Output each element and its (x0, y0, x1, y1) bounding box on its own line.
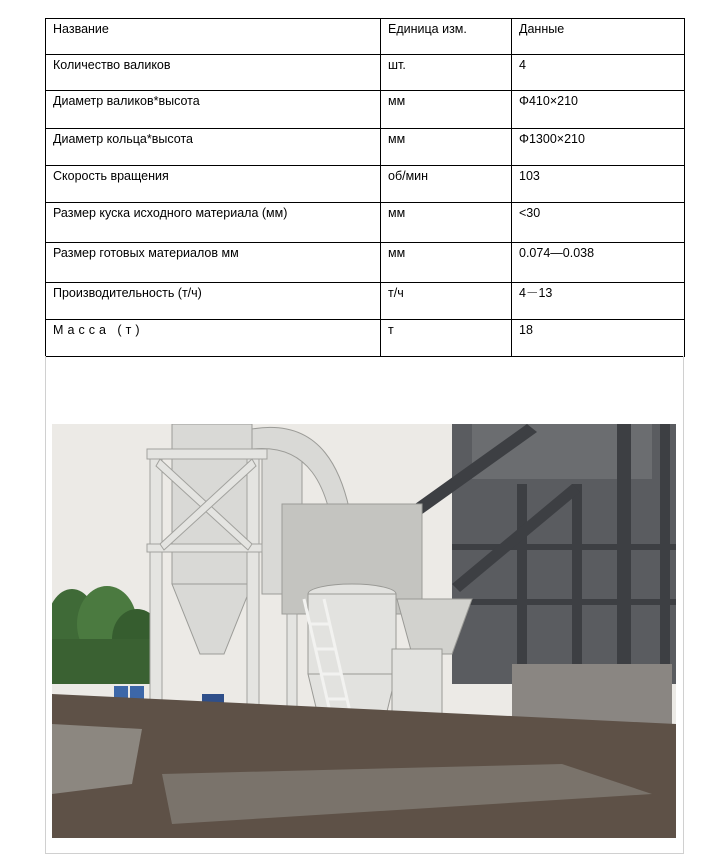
param-unit: мм (381, 243, 512, 283)
param-name: Диаметр кольца*высота (46, 129, 381, 166)
param-name: Скорость вращения (46, 166, 381, 203)
header-unit: Единица изм. (381, 19, 512, 55)
param-value: 0.074—0.038 (512, 243, 685, 283)
param-unit: об/мин (381, 166, 512, 203)
param-name: Масса (т) (46, 320, 381, 357)
param-name: Количество валиков (46, 55, 381, 91)
table-row (46, 91, 685, 129)
param-unit: мм (381, 129, 512, 166)
table-row (46, 283, 685, 320)
table-row (46, 203, 685, 243)
spec-table (45, 18, 685, 357)
param-value: 103 (512, 166, 685, 203)
param-unit: т/ч (381, 283, 512, 320)
header-name: Название (46, 19, 381, 55)
table-row (46, 320, 685, 357)
header-value: Данные (512, 19, 685, 55)
table-row (46, 55, 685, 91)
param-unit: т (381, 320, 512, 357)
param-value: 18 (512, 320, 685, 357)
param-value: Φ410×210 (512, 91, 685, 129)
table-row (46, 243, 685, 283)
param-value: 4－13 (512, 283, 685, 320)
table-header-row (46, 19, 685, 55)
param-unit: мм (381, 91, 512, 129)
param-value: 4 (512, 55, 685, 91)
param-unit: шт. (381, 55, 512, 91)
param-value: <30 (512, 203, 685, 243)
param-name: Размер готовых материалов мм (46, 243, 381, 283)
param-value: Φ1300×210 (512, 129, 685, 166)
param-name: Диаметр валиков*высота (46, 91, 381, 129)
param-unit: мм (381, 203, 512, 243)
param-name: Размер куска исходного материала (мм) (46, 203, 381, 243)
mill-photo-illustration (52, 424, 676, 838)
table-row (46, 166, 685, 203)
param-name: Производительность (т/ч) (46, 283, 381, 320)
mill-photo (52, 424, 676, 838)
table-row (46, 129, 685, 166)
